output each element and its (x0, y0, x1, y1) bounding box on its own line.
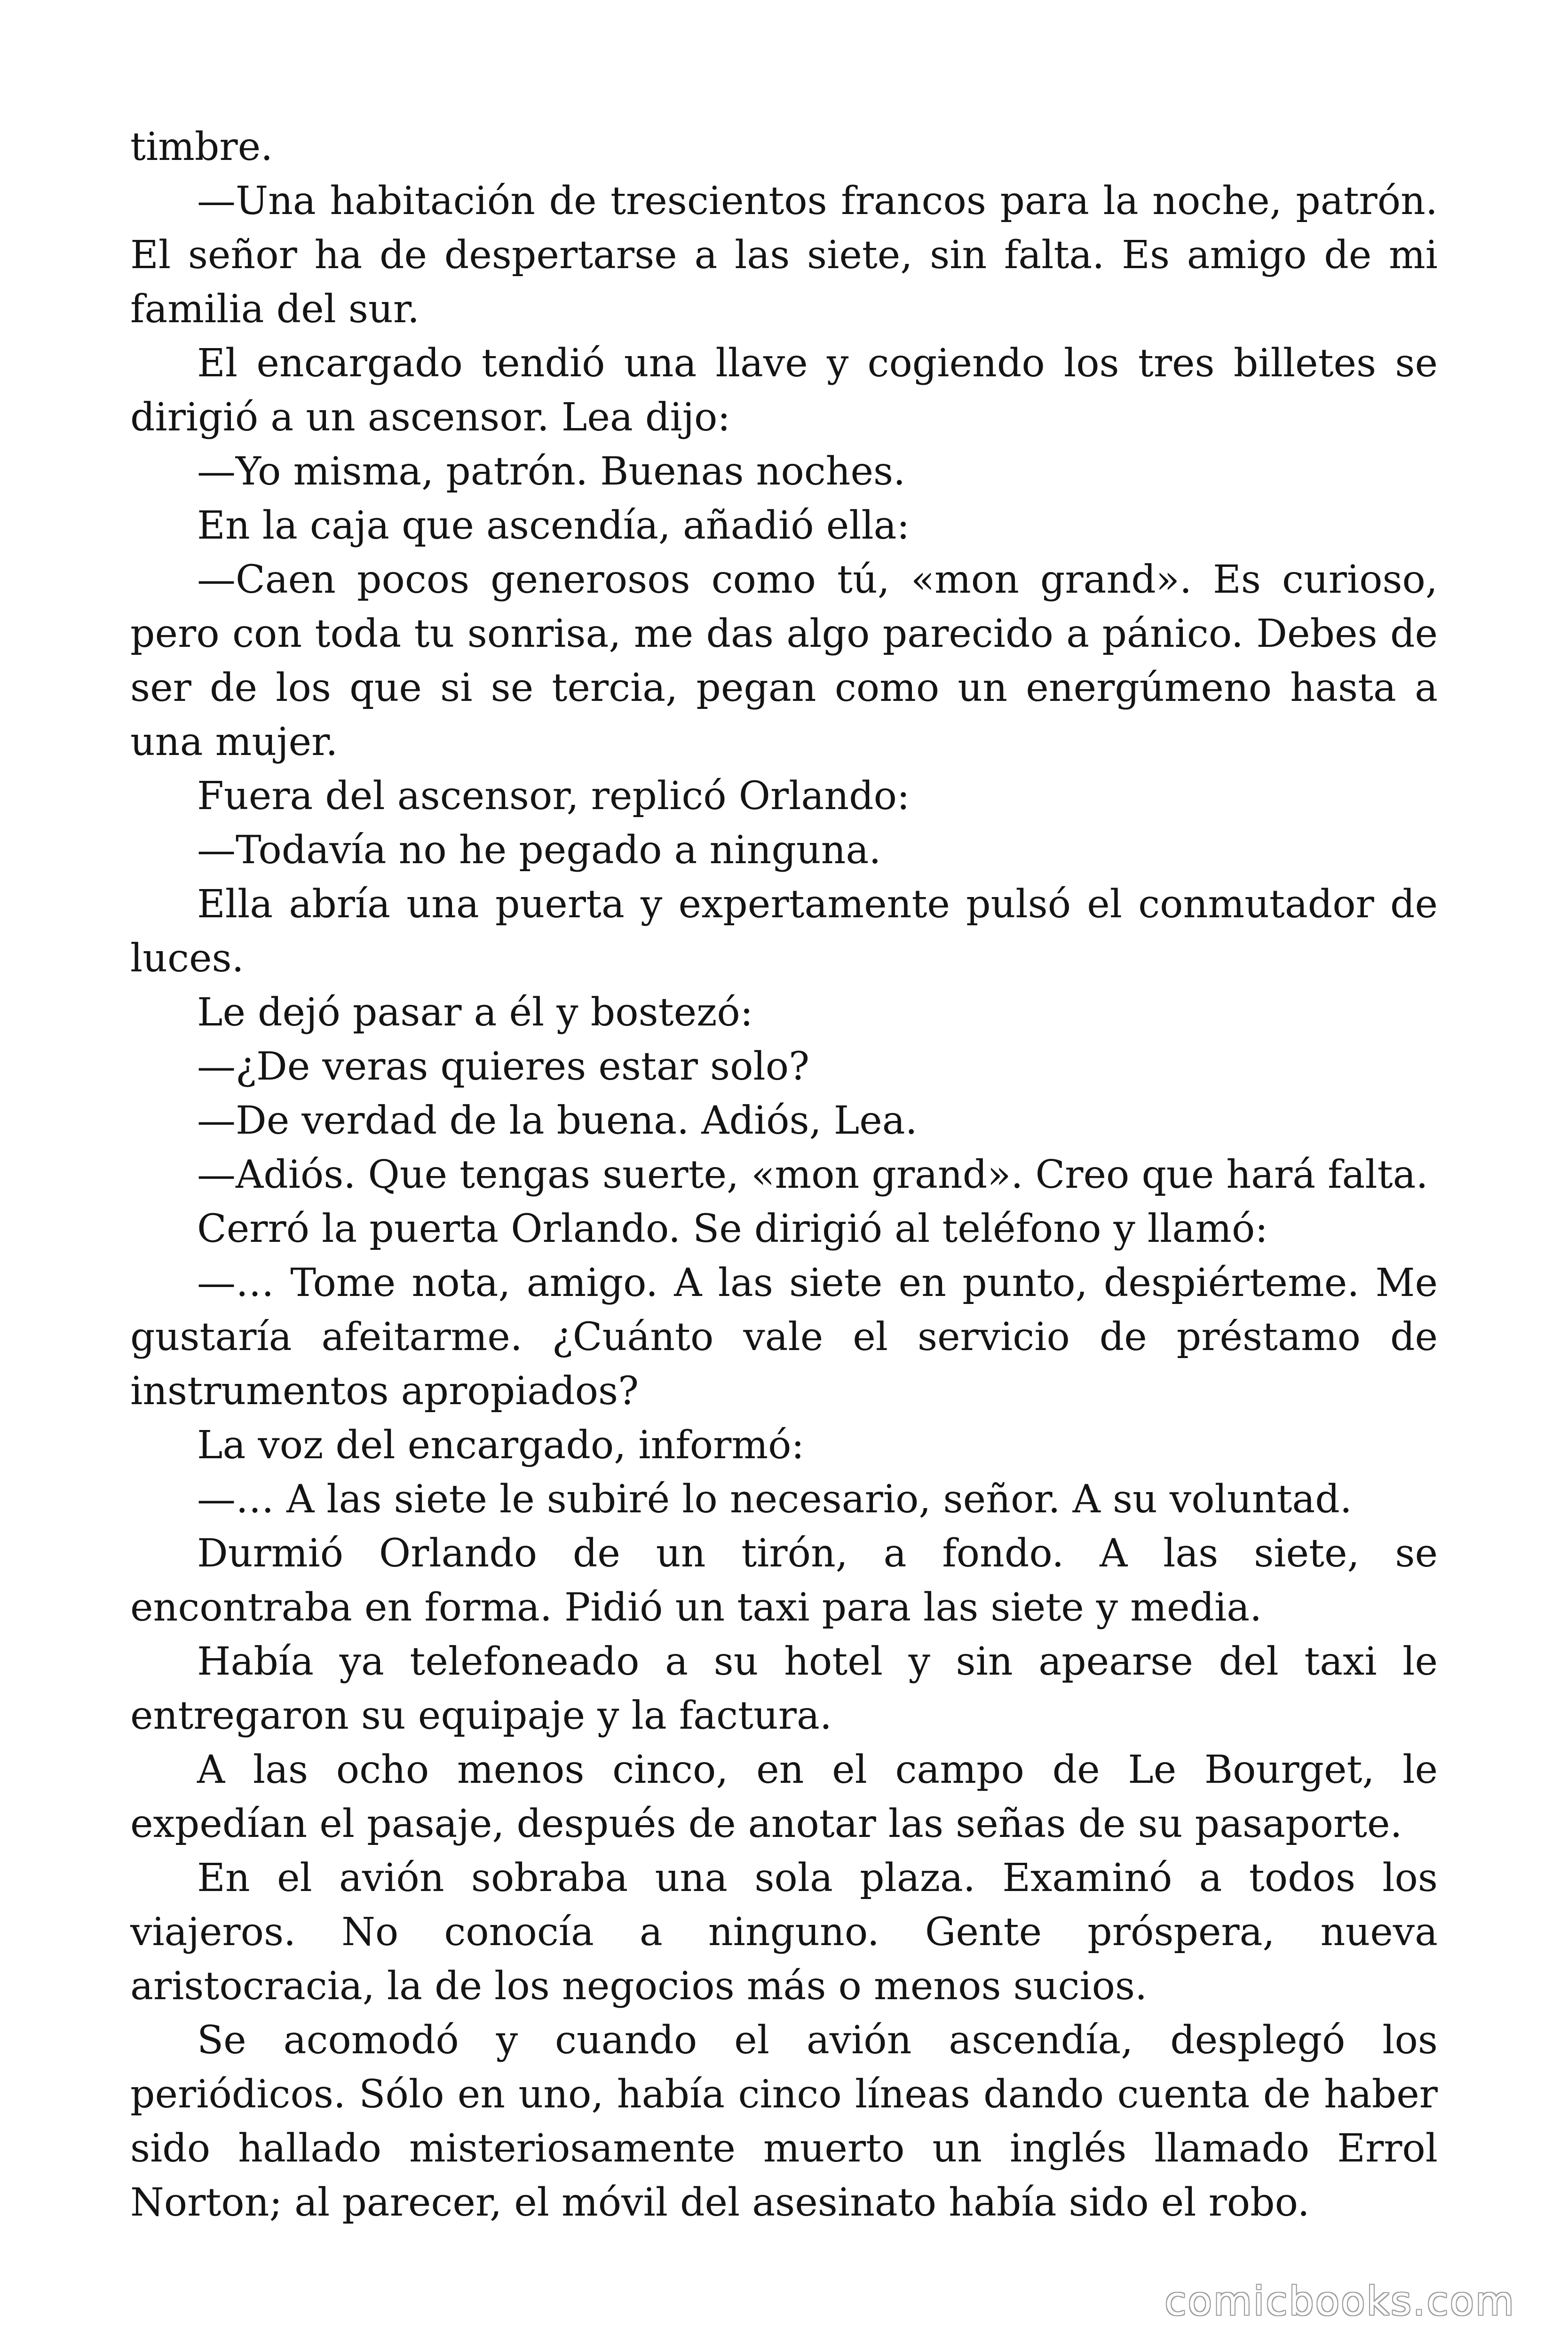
paragraph-20: A las ocho menos cinco, en el campo de Le Bourget, le expedían el pasaje, después de anotar las señas de su pasaporte. (130, 1748, 1438, 1846)
paragraph-6: —Caen pocos generosos como tú, «mon grand». Es curioso, pero con toda tu sonrisa, me das algo parecido a pánico. Debes de ser de los que si se tercia, pegan como un energúmeno hasta a una mujer. (130, 557, 1438, 764)
paragraph-10: Le dejó pasar a él y bostezó: (197, 990, 753, 1035)
paragraph-14: Cerró la puerta Orlando. Se dirigió al teléfono y llamó: (197, 1207, 1268, 1251)
paragraph-12: —De verdad de la buena. Adiós, Lea. (197, 1098, 918, 1143)
paragraph-21: En el avión sobraba una sola plaza. Examinó a todos los viajeros. No conocía a ninguno. Gente próspera, nueva aristocracia, la de los negocios más o menos sucios. (130, 1856, 1438, 2009)
paragraph-8: —Todavía no he pegado a ninguna. (197, 828, 881, 873)
paragraph-4: —Yo misma, patrón. Buenas noches. (197, 449, 906, 494)
watermark: comicbooks.com (1164, 2278, 1515, 2324)
paragraph-18: Durmió Orlando de un tirón, a fondo. A las siete, se encontraba en forma. Pidió un taxi para las siete y media. (130, 1531, 1438, 1630)
paragraph-22: Se acomodó y cuando el avión ascendía, desplegó los periódicos. Sólo en uno, había cinco líneas dando cuenta de haber sido hallado misteriosamente muerto un inglés llamado Errol Norton; al parecer, el móvil del asesinato había sido el robo. (130, 2018, 1438, 2225)
paragraph-13: —Adiós. Que tengas suerte, «mon grand». Creo que hará falta. (197, 1152, 1428, 1197)
paragraph-7: Fuera del ascensor, replicó Orlando: (197, 774, 910, 818)
paragraph-15: —… Tome nota, amigo. A las siete en punto, despiérteme. Me gustaría afeitarme. ¿Cuánto vale el servicio de préstamo de instrumentos apropiados? (130, 1261, 1438, 1414)
paragraph-1: timbre. (130, 125, 273, 169)
paragraph-9: Ella abría una puerta y expertamente pulsó el conmutador de luces. (130, 882, 1438, 981)
paragraph-16: La voz del encargado, informó: (197, 1423, 805, 1468)
paragraph-2: —Una habitación de trescientos francos para la noche, patrón. El señor ha de despertarse a las siete, sin falta. Es amigo de mi familia del sur. (130, 179, 1438, 332)
paragraph-11: —¿De veras quieres estar solo? (197, 1044, 810, 1089)
paragraph-17: —… A las siete le subiré lo necesario, señor. A su voluntad. (197, 1477, 1352, 1522)
paragraph-19: Había ya telefoneado a su hotel y sin apearse del taxi le entregaron su equipaje y la factura. (130, 1639, 1438, 1738)
page-body (130, 120, 1438, 2230)
paragraph-5: En la caja que ascendía, añadió ella: (197, 503, 910, 548)
paragraph-3: El encargado tendió una llave y cogiendo los tres billetes se dirigió a un ascensor. Lea dijo: (130, 341, 1438, 440)
